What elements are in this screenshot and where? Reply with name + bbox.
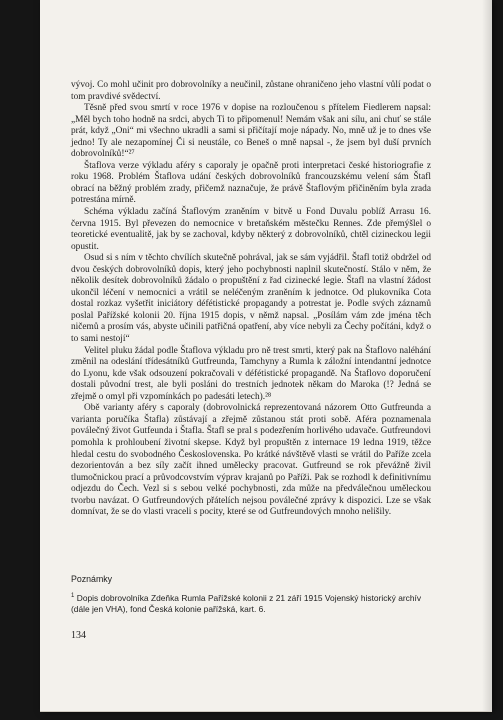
footnote-marker: 1 [71, 593, 75, 599]
paragraph-1: vývoj. Co mohl učinit pro dobrovolníky a neučinil, zůstane ohraničeno jeho vlastní vůlí podat o tom pravdivé svědectví. [71, 80, 431, 102]
paragraph-6: Velitel pluku žádal podle Štaflova výkladu pro ně trest smrti, který pak na Štaflovo naléhání změnil na odeslání třídesátníků Gutfreunda, Tamchyny a Rumla k záložní intendantní jednotce do Lyonu, kde však odsouzení pokračovali v défétistické propagandě. Na Štaflovo doporučení dostali původní trest, ale byli posláni do trestních jednotek někam do Maroka (!? Jedná se zřejmě o omyl při vzpomínkách po padesáti letech).²⁸ [71, 345, 431, 402]
notes-divider [71, 568, 431, 569]
page-number: 134 [71, 630, 86, 641]
paragraph-2: Těsně před svou smrtí v roce 1976 v dopise na rozloučenou s přítelem Fiedlerem napsal: „Měl bych toho hodně na srdci, abych Ti to připomenul! Nemám však ani sílu, ani chuť se stále prát, když „Oni“ mi všechno ukradli a sami si přičítají moje nápady. No, mně už je to dnes vše jedno! Ty ale nezapomínej Či si neustále, co Beneš o mně napsal -, že jsem byl duší prvních dobrovolníků!“²⁷ [71, 103, 431, 160]
footnote [71, 591, 421, 615]
notes-heading: Poznámky [71, 574, 113, 584]
paragraph-7: Obě varianty aféry s caporaly (dobrovolnická reprezentovaná názorem Otto Gutfreunda a varianta poručíka Štafla) zůstávají a zřejmě zůstanou stát proti sobě. Aféra poznamenala poválečný život Gutfeunda i Štafla. Štafl se pral s podezřením horlivého udavače. Gutfreundovi pomohla k prohloubení životní skepse. Když byl propuštěn z internace 19 ledna 1919, těžce hledal cestu do svobodného Československa. Po krátké návštěvě vlasti se vrátil do Paříže zcela dezorientován a bez síly začít ihned umělecky pracovat. Gutfreund se rok převážně živil tlumočnickou prací a průvodcovstvím výprav krajanů po Paříži. Pak se rozhodl k definitivnímu odjezdu do Čech. Vezl si s sebou velké pochybnosti, zda může na předválečnou uměleckou tvorbu navázat. O Gutfreundových přátelích nejsou poválečné zprávy k dispozici. Lze se však domnívat, že se do vlasti vraceli s pocity, které se od Gutfreundových mnoho nelišily. [71, 403, 431, 518]
page-edge-shadow [482, 0, 492, 711]
paragraph-3: Štaflova verze výkladu aféry s caporaly je opačně proti interpretaci české historiografie z roku 1968. Problém Štaflova udání českých dobrovolníků francouzskému velení sám Štafl obrací na běžný problém zrady, přičemž naznačuje, že právě Štaflovým přičiněním byla zrada potrestána mírně. [71, 160, 431, 206]
footnote-text: Dopis dobrovolníka Zdeňka Rumla Pařížské kolonii z 21 září 1915 Vojenský historický archív (dále jen VHA), fond Česká kolonie pařížská, kart. 6. [71, 592, 422, 614]
paragraph-4: Schéma výkladu začíná Štaflovým zraněním v bitvě u Fond Duvalu poblíž Arrasu 16. června 1915. Byl převezen do nemocnice v bretaňském městečku Rennes. Zde přemýšlel o teoretické eventualitě, jak by se zachoval, kdyby některý z dobrovolníků, chtěl cizineckou legii opustit. [71, 207, 431, 252]
body-text [71, 80, 431, 519]
paragraph-5: Osud si s ním v těchto chvílích skutečně pohrával, jak se sám vyjádřil. Štafl totiž obdržel od dvou českých dobrovolníků dopis, který jeho pochybnosti naplnil skutečností. Stálo v něm, že několik desítek dobrovolníků žádalo o propuštění z řad cizinecké legie. Štafl na vlastní žádost ukončil léčení v nemocnici a vrátil se neléčeným zraněním k jednotce. Od plukovníka Cota dostal rozkaz vyšetřit iniciátory défétistické propagandy a potrestat je. Podle svých záznamů poslal Pařížské kolonii 20. října 1915 dopis, v němž napsal. „Posílám vám zde jména těch ničemů a prosím vás, abyste učinili patřičná opatření, aby více nebyli za Čechy počítáni, když o to sami nestojí“ [71, 253, 431, 345]
